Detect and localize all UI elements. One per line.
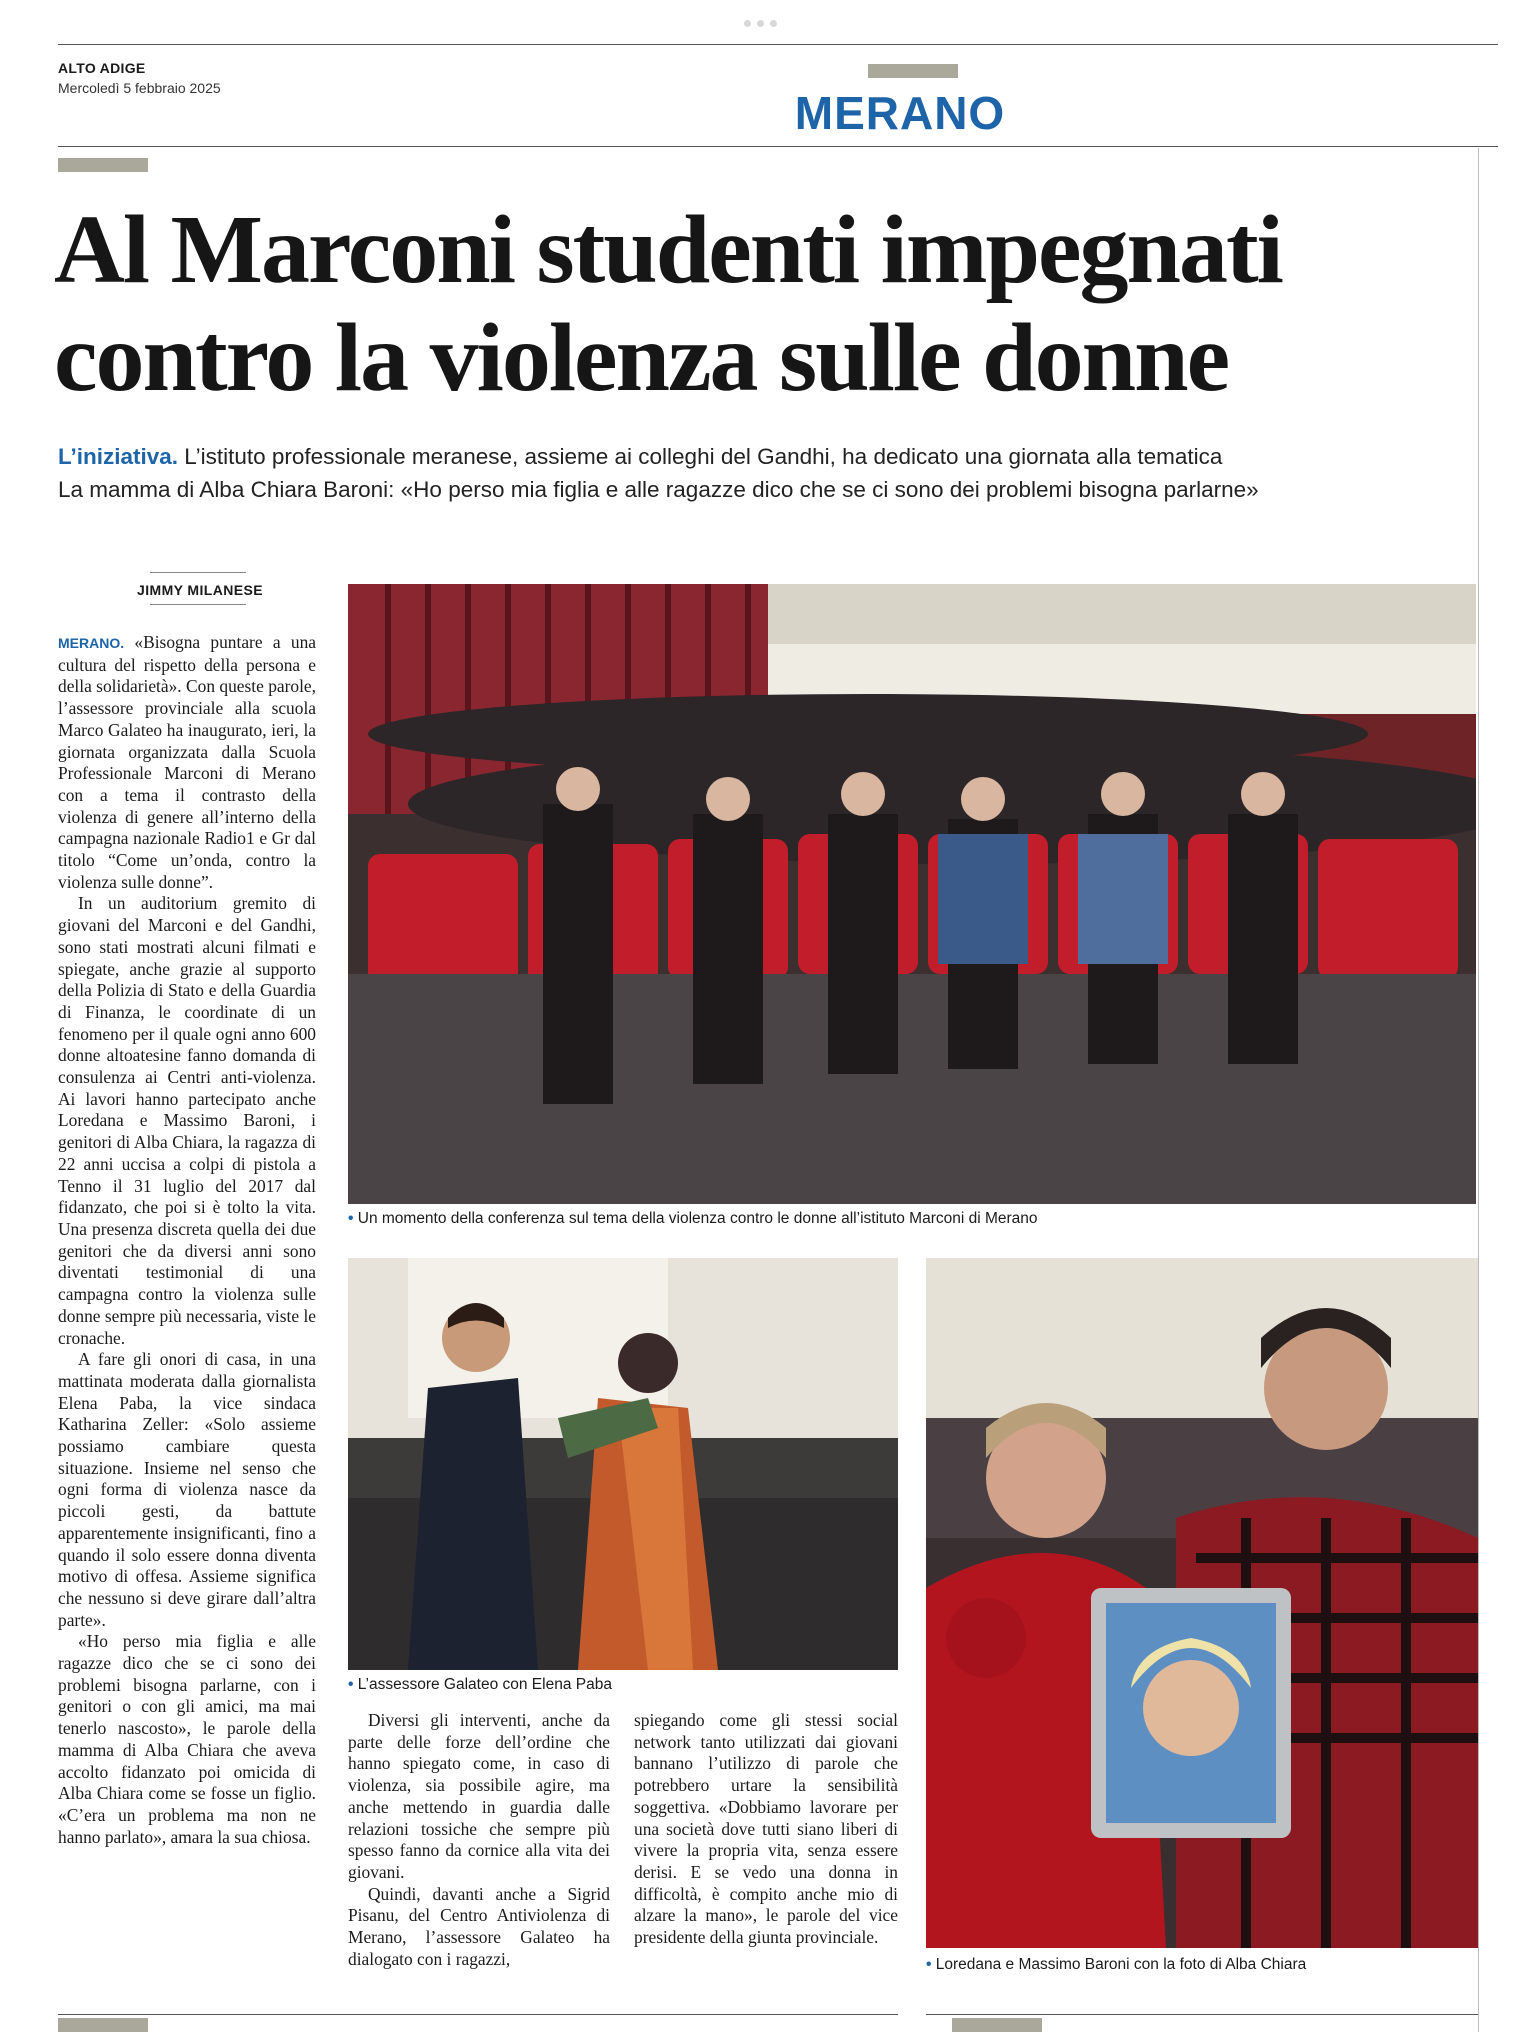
- publication-name: ALTO ADIGE: [58, 60, 146, 76]
- headline-marker: [58, 158, 148, 172]
- bottom-marker-right: [952, 2018, 1042, 2032]
- left-photo-caption: • L’assessore Galateo con Elena Paba: [348, 1676, 612, 1693]
- headline: [54, 196, 1484, 412]
- bottom-marker-left: [58, 2018, 148, 2032]
- right-photo: [926, 1258, 1478, 1948]
- article-column-1: [58, 632, 316, 1848]
- bottom-rule-left: [58, 2014, 898, 2015]
- article-column-2: [348, 1710, 610, 1970]
- summary: [58, 440, 1478, 506]
- summary-line-2: La mamma di Alba Chiara Baroni: «Ho perso mia figlia e alle ragazze dico che se ci sono dei problemi bisogna parlarne»: [58, 477, 1259, 502]
- left-caption-text: L’assessore Galateo con Elena Paba: [357, 1676, 612, 1693]
- article-column-3: [634, 1710, 898, 1949]
- bottom-rule-right: [926, 2014, 1478, 2015]
- summary-kicker: L’iniziativa.: [58, 444, 179, 469]
- article-paragraph-5: Diversi gli interventi, anche da parte delle forze dell’ordine che hanno spiegato come, in caso di violenza, sia possibile agire, ma anche mettendo in guardia dalle relazioni tossiche che sempre più spesso fanno da cornice alla vita dei giovani.: [348, 1710, 610, 1882]
- right-caption-text: Loredana e Massimo Baroni con la foto di Alba Chiara: [935, 1956, 1307, 1973]
- byline-rule-bottom: [150, 604, 246, 605]
- main-photo: [348, 584, 1476, 1204]
- main-photo-caption: • Un momento della conferenza sul tema della violenza contro le donne all’istituto Marconi di Merano: [348, 1210, 1038, 1227]
- top-rule: [58, 44, 1498, 45]
- article-paragraph-1: «Bisogna puntare a una cultura del rispetto della persona e della solidarietà». Con queste parole, l’assessore provinciale alla scuola Marco Galateo ha inaugurato, ieri, la giornata organizzata dalla Scuola Professionale Marconi di Merano con a tema il contrasto della violenza di genere all’interno della campagna nazionale Radio1 e Gr dal titolo “Come un’onda, contro la violenza sulle donne”.: [58, 632, 316, 892]
- section-marker: [868, 64, 958, 78]
- article-paragraph-2: In un auditorium gremito di giovani del Marconi e del Gandhi, sono stati mostrati alcuni filmati e spiegate, anche grazie al supporto della Polizia di Stato e della Guardia di Finanza, le coordinate di un fenomeno per il quale ogni anno 600 donne altoatesine fanno domanda di consulenza ai Centri anti-violenza. Ai lavori hanno partecipato anche Loredana e Massimo Baroni, i genitori di Alba Chiara, la ragazza di 22 anni uccisa a colpi di pistola a Tenno il 31 luglio del 2017 dal fidanzato, che poi si è tolto la vita. Una presenza discreta quella dei due genitori che da diversi anni sono diventati testimonial di una campagna contro la violenza sulle donne sempre più necessaria, viste le cronache.: [58, 893, 316, 1348]
- headline-line-1: Al Marconi studenti impegnati: [54, 196, 1282, 304]
- article-paragraph-6: Quindi, davanti anche a Sigrid Pisanu, del Centro Antiviolenza di Merano, l’assessore Galateo ha dialogato con i ragazzi,: [348, 1883, 610, 1969]
- headline-line-2: contro la violenza sulle donne: [54, 304, 1229, 412]
- page-indicator-dots: [744, 14, 784, 24]
- section-title: MERANO: [794, 87, 1006, 139]
- main-caption-text: Un momento della conferenza sul tema della violenza contro le donne all’istituto Marconi di Merano: [357, 1210, 1038, 1227]
- right-photo-caption: • Loredana e Massimo Baroni con la foto di Alba Chiara: [926, 1956, 1307, 1973]
- dateline: MERANO.: [58, 635, 125, 651]
- header-rule: [58, 146, 1498, 147]
- left-photo: [348, 1258, 898, 1670]
- right-margin-rule: [1478, 148, 1479, 2032]
- publication-date: Mercoledì 5 febbraio 2025: [58, 80, 221, 96]
- article-paragraph-4: «Ho perso mia figlia e alle ragazze dico che se ci sono dei problemi bisogna parlarne, con i genitori o con gli amici, ma mai tenerlo nascosto», le parole della mamma di Alba Chiara che aveva accolto fidanzato poi omicida di Alba Chiara come se fosse un figlio. «C’era un problema ma non ne hanno parlato», amara la sua chiosa.: [58, 1631, 316, 1847]
- article-paragraph-7: spiegando come gli stessi social network tanto utilizzati dai giovani bannano l’utilizzo di parole che potrebbero urtare la sensibilità soggettiva. «Dobbiamo lavorare per una società dove tutti siano liberi di vivere la propria vita, senza essere derisi. E se vedo una donna in difficoltà, è compito anche mio di alzare la mano», le parole del vice presidente della giunta provinciale.: [634, 1710, 898, 1948]
- article-paragraph-3: A fare gli onori di casa, in una mattinata moderata dalla giornalista Elena Paba, la vice sindaca Katharina Zeller: «Solo assieme possiamo cambiare questa situazione. Insieme nel senso che ogni forma di violenza nasce da piccoli gesti, da battute apparentemente insignificanti, fino a quando il solo essere donna diventa motivo di offesa. Assieme significa che nessuno si deve girare dall’altra parte».: [58, 1349, 316, 1630]
- byline: JIMMY MILANESE: [137, 582, 263, 598]
- summary-line-1: L’istituto professionale meranese, assieme ai colleghi del Gandhi, ha dedicato una giornata alla tematica: [178, 444, 1223, 469]
- byline-rule-top: [150, 572, 246, 573]
